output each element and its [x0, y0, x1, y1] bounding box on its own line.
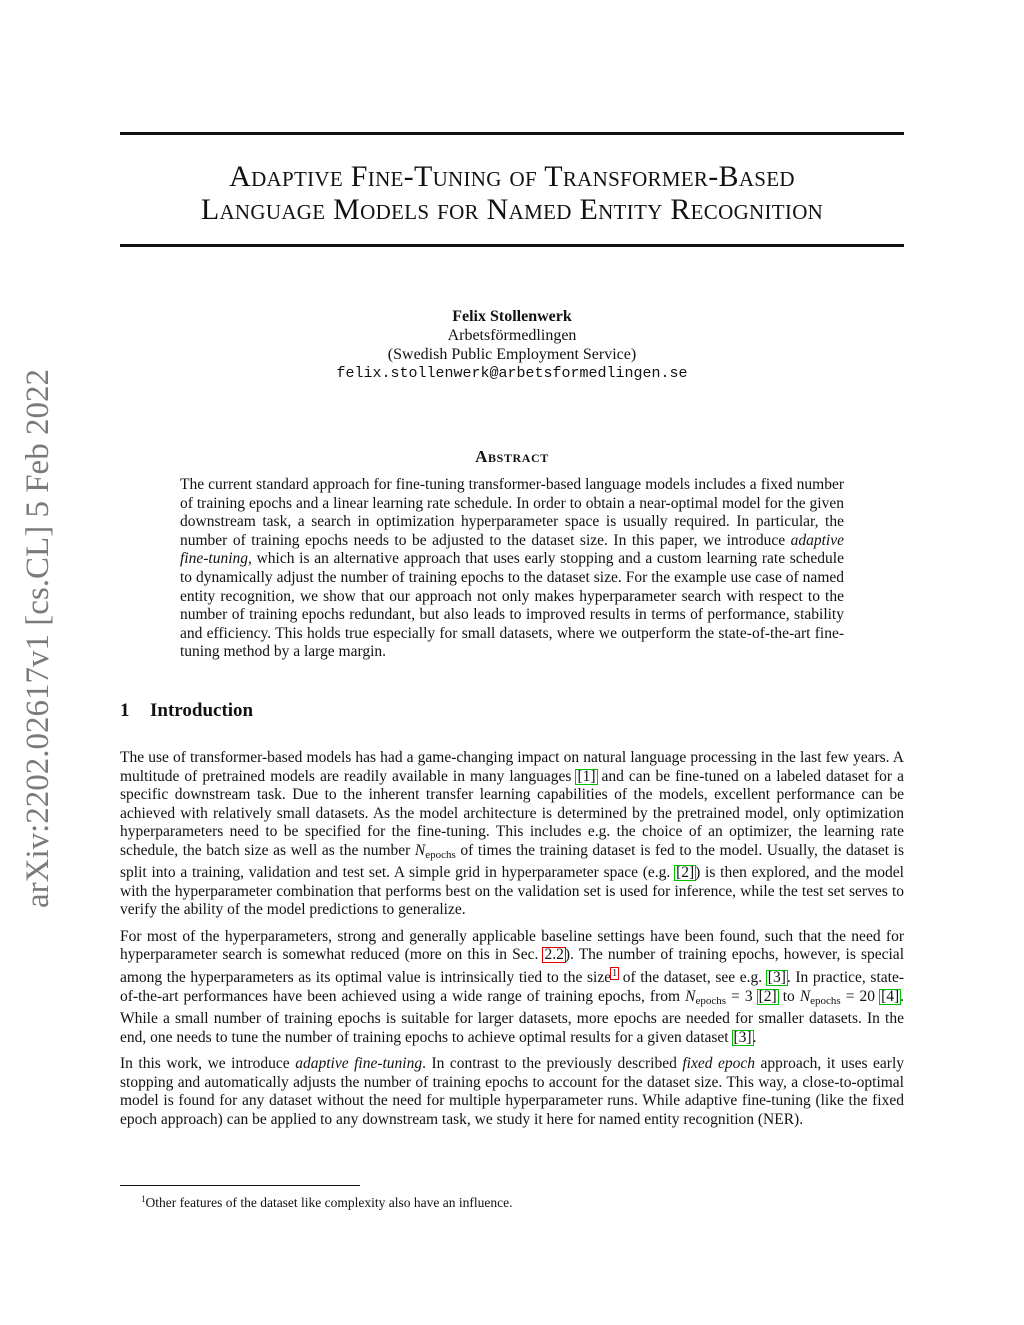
text: . In contrast to the previously described: [422, 1055, 683, 1073]
math-subscript: epochs: [695, 994, 726, 1007]
text: ) is then explored, and the model with the hyperparameter combination that performs best on the validation set is used for inference, while the test set serves to verify the ability of the model predictions to generalize.: [120, 864, 904, 919]
abstract-text: , which is an alternative approach that uses early stopping and a custom learning rate schedule to dynamically adjust the number of training epochs to the dataset size. For the example use case of named entity recognition, we show that our approach not only makes hyperparameter search with respect to the number of training epochs redundant, but also leads to improved results in terms of performance, stability and efficiency. This holds true especially for small datasets, where we outperform the state-of-the-art fine-tuning method by a large margin.: [180, 550, 844, 661]
abstract-emphasis: adaptive fine-tuning: [180, 531, 844, 568]
text: of times the training dataset is fed to the model. Usually, the dataset is split into a training, validation and test set. A simple grid in hyperparameter space (e.g.: [120, 841, 905, 882]
footnote-text: Other features of the dataset like complexity also have an influence.: [145, 1195, 513, 1210]
author-email[interactable]: felix.stollenwerk@arbetsformedlingen.se: [336, 365, 688, 382]
paragraph: [120, 1055, 904, 1129]
text: . While a small number of training epochs is suitable for larger datasets, more epochs are needed for smaller datasets. In the end, one needs to tune the number of training epochs to achieve optimal results for a given dataset: [120, 987, 905, 1046]
emphasis: adaptive fine-tuning: [295, 1055, 423, 1073]
text: and can be fine-tuned on a labeled dataset for a specific downstream task. Due to the inherent transfer learning capabilities of the models, excellent performance can be achieved with relatively small datasets. As the model architecture is determined by the pretrained model, only optimization hyperparameters need to be specified for the fine-tuning. This includes e.g. the choice of an optimizer, the learning rate schedule, the batch size as well as the number: [120, 767, 904, 859]
section-number: 1: [120, 700, 130, 721]
footnote: [141, 1191, 901, 1211]
footnote-link[interactable]: 1: [612, 968, 618, 980]
math-value: 3: [744, 987, 753, 1005]
author-affiliation-note: (Swedish Public Employment Service): [387, 346, 637, 363]
text: For most of the hyperparameters, strong and generally applicable baseline settings have been found, such that the need for hyperparameter search is somewhat reduced (more on this in Sec.: [120, 927, 904, 964]
citation-link[interactable]: [3]: [767, 969, 786, 987]
section-reference-link[interactable]: 2.2: [544, 946, 564, 964]
math-equals: =: [840, 987, 860, 1005]
title-line-1: Adaptive Fine-Tuning of Transformer-Based: [229, 160, 795, 193]
text: .: [752, 1028, 757, 1046]
abstract-body: [180, 476, 844, 662]
math-n-epochs: [685, 988, 726, 1005]
text: . In practice, state-of-the-art performances have been achieved using a wide range of training epochs, from: [120, 969, 905, 1005]
math-value: 20: [859, 987, 876, 1005]
abstract-text: The current standard approach for fine-tuning transformer-based language models includes a fixed number of training epochs and a linear learning rate schedule. In order to obtain a near-optimal model for the given downstream task, a search in optimization hyperparameter space is usually required. In particular, the number of training epochs needs to be adjusted to the dataset size. In this paper, we introduce: [180, 476, 844, 549]
math-subscript: epochs: [810, 994, 841, 1007]
author-name: Felix Stollenwerk: [452, 308, 572, 325]
citation-link[interactable]: [2]: [676, 864, 695, 882]
text: The use of transformer-based models has had a game-changing impact on natural language processing in the last few years. A multitude of pretrained models are readily available in many languages: [120, 749, 904, 785]
math-symbol: N: [685, 987, 696, 1005]
paragraph: [120, 928, 904, 1047]
math-subscript: epochs: [425, 848, 456, 861]
title-line-2: Language Models for Named Entity Recognition: [200, 193, 824, 226]
title-bottom-rule: [120, 244, 904, 247]
text: of the dataset, see e.g.: [618, 969, 767, 987]
text: ). The number of training epochs, however, is special among the hyperparameters as its optimal value is intrinsically tied to the size: [120, 946, 904, 987]
math-equals: =: [726, 987, 745, 1005]
author-affiliation: Arbetsförmedlingen: [447, 327, 577, 344]
citation-link[interactable]: [3]: [733, 1028, 752, 1046]
citation-link[interactable]: [2]: [758, 987, 777, 1005]
introduction-body: [120, 749, 904, 1137]
title-top-rule: [120, 132, 904, 135]
paragraph: [120, 749, 904, 920]
text: approach, it uses early stopping and automatically adjusts the number of training epochs to account for the dataset size. This way, a close-to-optimal model is found for any dataset without the need for multiple hyperparameter runs. While adaptive fine-tuning (like the fixed epoch approach) can be applied to any downstream task, we study it here for named entity recognition (NER).: [120, 1055, 905, 1128]
emphasis: fixed epoch: [682, 1055, 756, 1073]
author-block: [120, 307, 904, 383]
text: to: [777, 987, 800, 1005]
text: In this work, we introduce: [120, 1055, 296, 1073]
section-title: Introduction: [150, 700, 254, 721]
paper-title: [120, 160, 904, 226]
footnote-mark: 1: [141, 1194, 146, 1204]
arxiv-identifier: arXiv:2202.02617v1 [cs.CL] 5 Feb 2022: [20, 369, 56, 908]
citation-link[interactable]: [4]: [881, 987, 900, 1005]
math-n-epochs: [800, 988, 841, 1005]
math-n-epochs: [415, 842, 456, 859]
section-heading-introduction: [120, 700, 253, 722]
abstract-heading: Abstract: [475, 447, 549, 466]
citation-link[interactable]: [1]: [577, 767, 596, 785]
footnote-rule: [120, 1185, 360, 1186]
math-symbol: N: [414, 841, 426, 859]
math-symbol: N: [799, 987, 811, 1005]
